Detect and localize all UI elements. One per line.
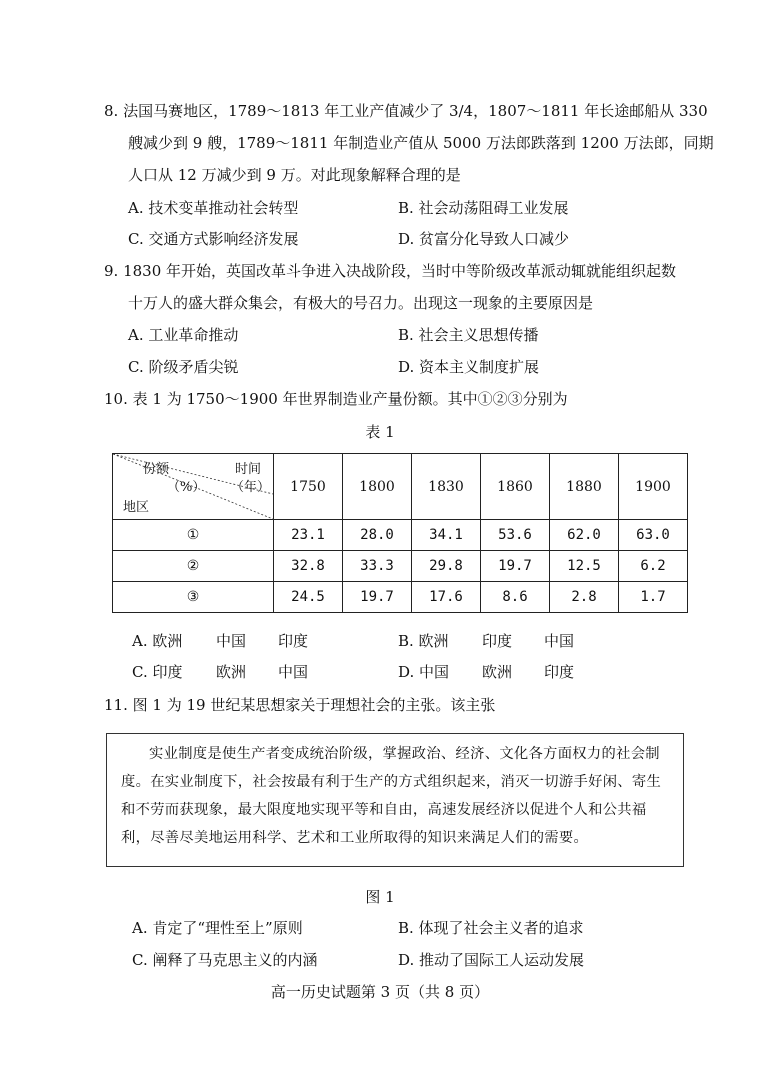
figure-caption: 图 1 [365, 888, 395, 906]
table-row [113, 582, 688, 613]
q10-b-1: B. 欧洲 [398, 632, 449, 650]
table-cell: 17.6 [412, 582, 481, 613]
corner-time-label: 时间 [235, 462, 262, 477]
table-header-row [113, 454, 688, 520]
q8-option-c: C. 交通方式影响经济发展 [128, 230, 299, 248]
table-cell: 23.1 [274, 520, 343, 551]
year-1880: 1880 [550, 454, 619, 520]
figure-quote-box: 实业制度是使生产者变成统治阶级，掌握政治、经济、文化各方面权力的社会制度。在实业制度下，社会按最有利于生产的方式组织起来，消灭一切游手好闲、寄生和不劳而获现象，最大限度地实现平等和自由，高速发展经济以促进个人和公共福利，尽善尽美地运用科学、艺术和工业所取得的知识来满足人们的需要。 [106, 733, 684, 867]
year-1860: 1860 [481, 454, 550, 520]
q8-option-a: A. 技术变革推动社会转型 [128, 199, 299, 217]
q9-option-a: A. 工业革命推动 [128, 326, 239, 344]
q11-option-d: D. 推动了国际工人运动发展 [398, 951, 585, 969]
q11-option-b: B. 体现了社会主义者的追求 [398, 919, 584, 937]
page-footer: 高一历史试题第 3 页（共 8 页） [270, 983, 490, 1001]
corner-region-label: 地区 [123, 500, 150, 515]
q8-line-1: 8. 法国马赛地区，1789～1813 年工业产值减少了 3/4，1807～1811 年长途邮船从 330 [104, 102, 708, 120]
q8-line-3: 人口从 12 万减少到 9 万。对此现象解释合理的是 [128, 166, 461, 184]
q8-line-2: 艘减少到 9 艘，1789～1811 年制造业产值从 5000 万法郎跌落到 1200 万法郎，同期 [128, 134, 714, 152]
q11-option-a: A. 肯定了“理性至上”原则 [132, 919, 303, 937]
q9-option-b: B. 社会主义思想传播 [398, 326, 539, 344]
table-corner-cell [113, 454, 274, 520]
table-cell: 33.3 [343, 551, 412, 582]
row-label: ① [113, 520, 274, 551]
table-cell: 32.8 [274, 551, 343, 582]
q10-a-2: 中国 [216, 632, 247, 650]
table-cell: 53.6 [481, 520, 550, 551]
year-1900: 1900 [619, 454, 688, 520]
table-cell: 62.0 [550, 520, 619, 551]
q10-d-1: D. 中国 [398, 663, 450, 681]
table-cell: 12.5 [550, 551, 619, 582]
q10-b-2: 印度 [482, 632, 513, 650]
table-caption: 表 1 [365, 423, 395, 441]
corner-year-label: （年） [231, 480, 271, 495]
table-cell: 34.1 [412, 520, 481, 551]
q11-line: 11. 图 1 为 19 世纪某思想家关于理想社会的主张。该主张 [104, 696, 496, 714]
table-cell: 1.7 [619, 582, 688, 613]
q8-option-d: D. 贫富分化导致人口减少 [398, 230, 570, 248]
q10-c-2: 欧洲 [216, 663, 247, 681]
year-1800: 1800 [343, 454, 412, 520]
table-row [113, 520, 688, 551]
table-cell: 19.7 [343, 582, 412, 613]
q10-line: 10. 表 1 为 1750～1900 年世界制造业产量份额。其中①②③分别为 [104, 390, 568, 408]
q10-b-3: 中国 [544, 632, 575, 650]
table-cell: 19.7 [481, 551, 550, 582]
q10-a-1: A. 欧洲 [132, 632, 183, 650]
row-label: ② [113, 551, 274, 582]
q9-line-2: 十万人的盛大群众集会，有极大的号召力。出现这一现象的主要原因是 [128, 294, 594, 312]
q10-a-3: 印度 [278, 632, 309, 650]
table-cell: 8.6 [481, 582, 550, 613]
table-cell: 6.2 [619, 551, 688, 582]
table-cell: 2.8 [550, 582, 619, 613]
q9-option-d: D. 资本主义制度扩展 [398, 358, 540, 376]
q9-option-c: C. 阶级矛盾尖锐 [128, 358, 239, 376]
q10-option-b [398, 631, 575, 651]
q10-d-2: 欧洲 [482, 663, 513, 681]
corner-share-label: 份额 [143, 462, 170, 477]
q10-option-d [398, 662, 575, 682]
q11-option-c: C. 阐释了马克思主义的内涵 [132, 951, 318, 969]
q10-c-1: C. 印度 [132, 663, 183, 681]
table-row [113, 551, 688, 582]
row-label: ③ [113, 582, 274, 613]
q9-line-1: 9. 1830 年开始，英国改革斗争进入决战阶段，当时中等阶级改革派动辄就能组织起数 [104, 262, 677, 280]
corner-pct-label: （%） [167, 480, 206, 495]
q8-option-b: B. 社会动荡阻碍工业发展 [398, 199, 569, 217]
year-1750: 1750 [274, 454, 343, 520]
year-1830: 1830 [412, 454, 481, 520]
q10-option-c [132, 662, 309, 682]
table-cell: 63.0 [619, 520, 688, 551]
table-cell: 29.8 [412, 551, 481, 582]
manufacturing-share-table [112, 453, 688, 613]
table-cell: 24.5 [274, 582, 343, 613]
q10-d-3: 印度 [544, 663, 575, 681]
q10-option-a [132, 631, 309, 651]
q10-c-3: 中国 [278, 663, 309, 681]
table-cell: 28.0 [343, 520, 412, 551]
